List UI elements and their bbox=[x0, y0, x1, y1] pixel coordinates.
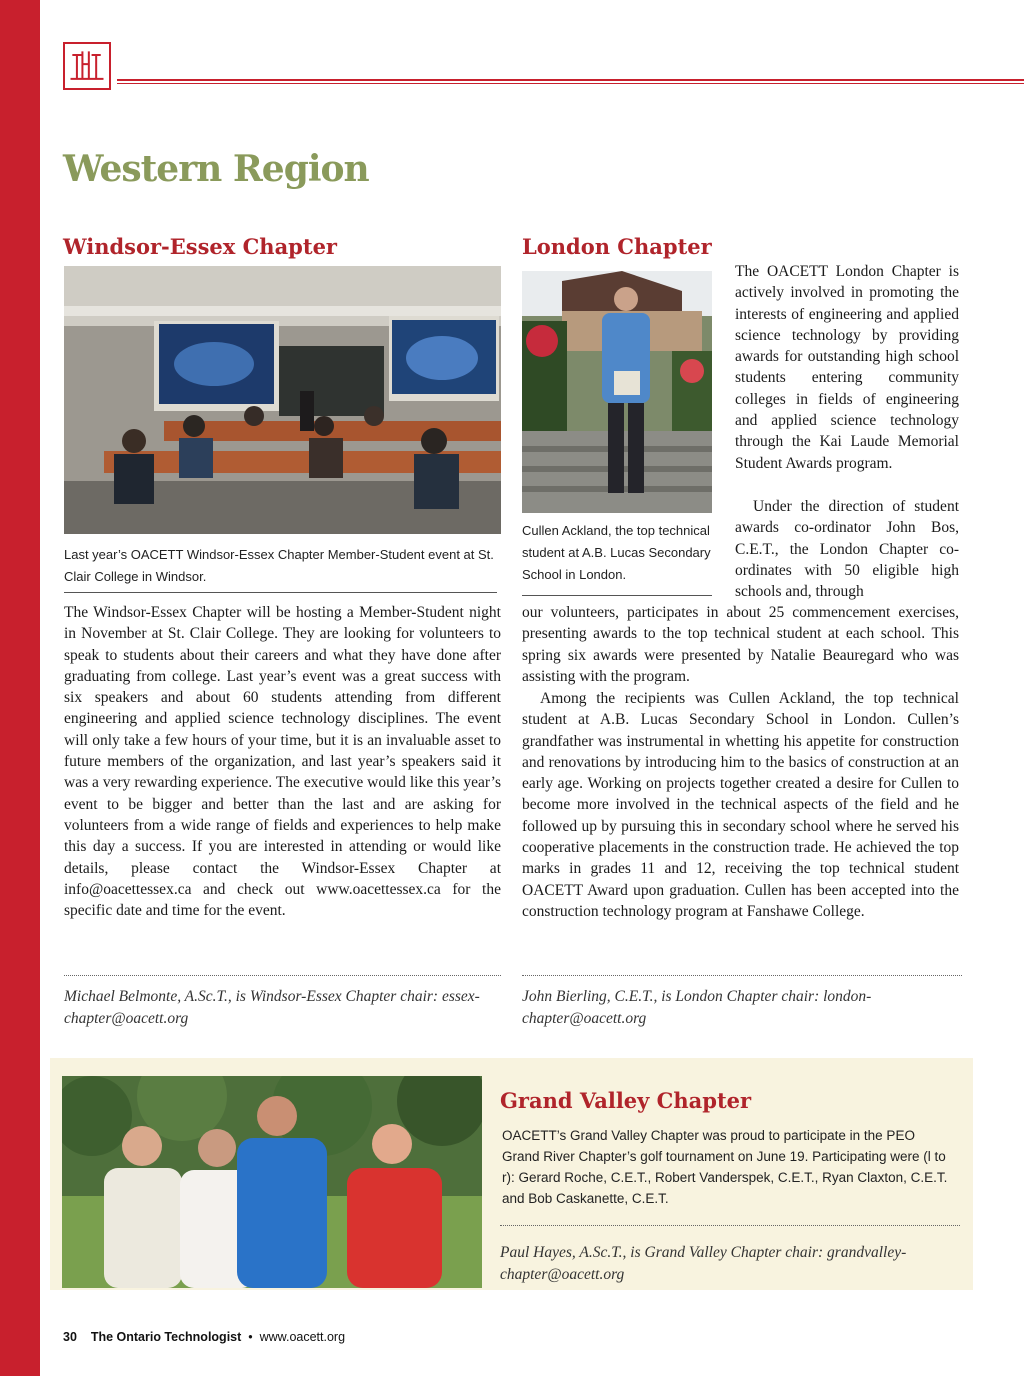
golf-group-photo bbox=[62, 1076, 482, 1288]
red-side-bar bbox=[0, 0, 40, 1376]
windsor-essex-heading: Windsor-Essex Chapter bbox=[63, 234, 337, 259]
london-photo-caption: Cullen Ackland, the top technical student at A.B. Lucas Secondary School in London. bbox=[522, 523, 711, 582]
london-body-para1: The OACETT London Chapter is actively involved in promoting the interests of engineering and applied science technology by providing awards for outstanding high school students entering community colleges in fields of engineering and applied science technology through the Kai Laude Memorial Student Awards program. bbox=[735, 263, 959, 472]
london-body-para2-intro: Under the direction of student awards co-ordinator John Bos, C.E.T., the London Chapter co-ordinates with 50 eligible high schools and, through bbox=[735, 498, 959, 601]
publication-name: The Ontario Technologist bbox=[90, 1330, 242, 1344]
page-title: Western Region bbox=[63, 148, 369, 190]
grand-valley-body-text: OACETT’s Grand Valley Chapter was proud to participate in the PEO Grand River Chapter’s golf tournament on June 19. Participating were (l to r): Gerard Roche, C.E.T., Robert Vanderspek, C.E.T., Ryan Claxton, C.E.T. and Bob Caskanette, C.E.T. bbox=[502, 1128, 948, 1206]
windsor-photo-caption: Last year’s OACETT Windsor-Essex Chapter Member-Student event at St. Clair College in Windsor. bbox=[64, 547, 494, 584]
london-caption-rule bbox=[522, 595, 712, 596]
oacett-logo-icon bbox=[63, 42, 111, 90]
london-heading: London Chapter bbox=[522, 234, 712, 259]
windsor-body-text: The Windsor-Essex Chapter will be hosting a Member-Student night in November at St. Clair College. They are looking for volunteers to speak to students about their careers and what they have done after graduating from college. Last year’s event was a great success with six speakers and about 60 students attending from different engineering and applied science technology disciplines. The event will only take a few hours of your time, but it is an invaluable asset to future members of the organization, and last year’s speakers said it was a very rewarding experience. The executive would like this year’s event to be bigger and better than the last and are asking for volunteers from a wide range of fields and experiences to help make this day a success. If you are interested in attending or would like details, please contact the Windsor-Essex Chapter at info@oacettessex.ca and check out www.oacettessex.ca for the specific date and time for the event. bbox=[64, 604, 501, 920]
website-link[interactable]: www.oacett.org bbox=[259, 1330, 346, 1344]
grand-valley-heading: Grand Valley Chapter bbox=[500, 1088, 752, 1113]
grand-valley-byline: Paul Hayes, A.Sc.T., is Grand Valley Chapter chair: grandvalley-chapter@oacett.org bbox=[500, 1244, 907, 1283]
london-body-para2: our volunteers, participates in about 25 commencement exercises, presenting awards to the top technical student at each school. This spring six awards were presented by Natalie Beauregard who was assisting with the program. bbox=[522, 604, 959, 685]
grand-valley-byline-rule bbox=[500, 1225, 960, 1226]
windsor-caption-rule bbox=[64, 592, 497, 593]
header-rule bbox=[117, 79, 1024, 81]
student-award-photo bbox=[522, 271, 712, 513]
london-body-para3: Among the recipients was Cullen Ackland, the top technical student at A.B. Lucas Secondary School in London. Cullen’s grandfather was instrumental in whetting his appetite for construction and renovations by introducing him to the basics of construction at an early age. Working on projects together created a desire for Cullen to become more involved in the technical aspects of the field and he followed up by pursuing this in secondary school where he served his cooperative placements in the construction trade. He achieved the top marks in grades 11 and 12, receiving the top technical student OACETT Award upon graduation. Cullen has been accepted into the construction technology program at Fanshawe College. bbox=[522, 690, 959, 920]
windsor-byline: Michael Belmonte, A.Sc.T., is Windsor-Essex Chapter chair: essex-chapter@oacett.org bbox=[64, 988, 480, 1027]
footer-separator: • bbox=[248, 1330, 253, 1344]
london-byline: John Bierling, C.E.T., is London Chapter chair: london-chapter@oacett.org bbox=[522, 988, 872, 1027]
header-rule-thin bbox=[117, 83, 1024, 84]
windsor-byline-rule bbox=[64, 975, 501, 976]
page-number: 30 bbox=[63, 1330, 77, 1344]
classroom-presentation-photo bbox=[64, 266, 501, 534]
london-byline-rule bbox=[522, 975, 962, 976]
page-footer bbox=[63, 1330, 345, 1344]
